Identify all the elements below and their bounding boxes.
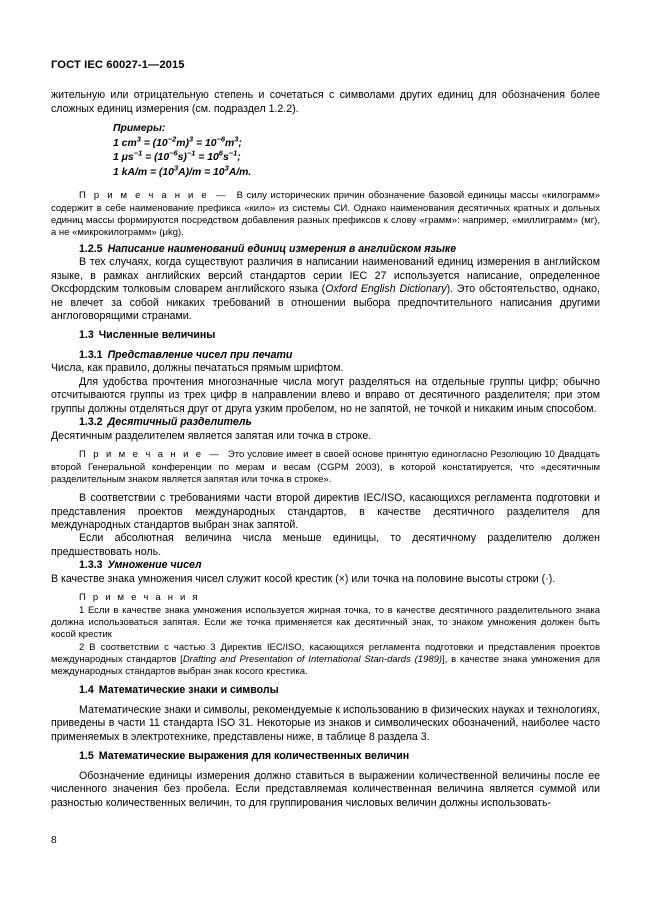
paragraph-part-b: ). Это обстоятельство, однако, не влечет за собой никаких требований в отношении выбора предпочтительного написания другими англоговорящими странами. xyxy=(51,283,600,322)
heading-title: Написание наименований единиц измерения в английском языке xyxy=(107,242,457,255)
paragraph-1-5: Обозначение единицы измерения должно ставиться в выражении количественной величины после ее численного значения без пробела. Если представляемая количественная величина является суммой или разностью количественных величин, то для группирования числовых величин должны использовать- xyxy=(51,769,600,809)
note-label: П р и м е ч а н и е xyxy=(79,449,204,461)
paragraph-1-4: Математические знаки и символы, рекомендуемые к использованию в физических науках и технологиях, приведены в части 11 стандарта ISO 31. Некоторые из знаков и символических обозначений, наиболее часто применяемых в электротехнике, представлены ниже, в таблице 8 раздела 3. xyxy=(51,703,600,743)
heading-number: 1.3.1 xyxy=(79,348,103,361)
heading-title: Умножение чисел xyxy=(107,559,202,572)
paragraph-intro: жительную или отрицательную степень и сочетаться с символами других единиц для обозначения более сложных единиц измерения (см. подраздел 1.2.2). xyxy=(51,89,600,115)
paragraph-1-3-3: В качестве знака умножения чисел служит косой крестик (×) или точка на половине высоты строки (·). xyxy=(51,572,556,585)
note-text: В силу исторических причин обозначение базовой единицы массы «килограмм» содержит в себе наименование префикса «кило» из системы СИ. Однако наименования десятичных кратных и дольных единиц массы формируются посредством добавления разных префиксов к слову «грамм»: например, «миллиграмм» (мг), а не «микрокилограмм» (μkg). xyxy=(51,190,601,239)
note-dash: — xyxy=(209,449,219,461)
note-decimal-separator xyxy=(51,449,600,486)
formula-line-1: 1 $cm^3 = (10^{-2}m)^3 = 10^{-6}m^3$; xyxy=(113,134,242,149)
heading-number: 1.5 xyxy=(79,750,94,763)
paragraph-1-2-5 xyxy=(51,256,600,323)
notes-title: П р и м е ч а н и я xyxy=(79,592,200,604)
heading-1-3 xyxy=(51,329,600,343)
formula-line-3: 1 $kA/m = (10^3A)/m = 10^3A/m$. xyxy=(113,163,252,178)
heading-title: Численные величины xyxy=(98,329,216,342)
paragraph-part-a: В тех случаях, когда существуют различия в написании наименований единиц измерения в английском языке, в рамках английских версий стандартов серии IEC 27 используется написание, определенное Оксфордским толковым словарем английского языка ( xyxy=(51,256,600,296)
examples-block xyxy=(51,122,600,180)
heading-number: 1.4 xyxy=(79,684,94,697)
heading-number: 1.2.5 xyxy=(79,242,103,255)
heading-1-5 xyxy=(51,750,600,764)
heading-number: 1.3.3 xyxy=(79,559,103,572)
paragraph-1-3-1-a: Числа, как правило, должны печататься прямым шрифтом. xyxy=(51,362,344,375)
examples-label: Примеры: xyxy=(113,123,166,135)
heading-title: Десятичный разделитель xyxy=(107,416,252,429)
heading-1-3-1 xyxy=(51,349,600,363)
note-text: Это условие имеет в своей основе принятую единогласно Резолюцию 10 Двадцать второй Генеральной конференции по мерам и весам (CGPM 2003), в которой констатируется, что «десятичным разделительным знаком является запятая или точка в строке». xyxy=(51,449,601,485)
heading-1-3-3 xyxy=(51,559,600,573)
heading-title: Математические знаки и символы xyxy=(98,684,279,697)
heading-1-3-2 xyxy=(51,416,600,430)
paragraph-1-3-1-b: Для удобства прочтения многозначные числа могут разделяться на отдельные группы цифр; обычно отсчитываются группы из трех цифр в направлении влево и вправо от десятичного разделителя; при этом группы должны отделяться друг от друга узким пробелом, но не запятой, не точкой и никаким иным способом. xyxy=(51,375,600,415)
paragraph-1-3-2-c: Если абсолютная величина числа меньше единицы, то десятичному разделителю должен предшествовать ноль. xyxy=(51,532,600,558)
heading-1-2-5 xyxy=(51,243,600,257)
formula-line-2: 1 $\mu s^{-1} = (10^{-6}s)^{-1} = 10^6s^{-1}$; xyxy=(113,148,241,164)
heading-number: 1.3.2 xyxy=(79,416,103,429)
note-item-2 xyxy=(51,642,600,679)
page-number: 8 xyxy=(51,835,57,846)
heading-title: Математические выражения для количественных величин xyxy=(98,750,410,763)
paragraph-italic-term: Oxford English Dictionary xyxy=(325,283,447,296)
note-item-2-part-b: ], в качестве знака умножения для международных стандартов выбран знак косого крестика. xyxy=(51,653,601,678)
paragraph-1-3-2-b: В соответствии с требованиями части второй директив IEC/ISO, касающихся регламента подготовки и представления проектов международных стандартов, в качестве десятичного разделителя для международных стандартов выбран знак запятой. xyxy=(51,492,600,531)
note-item-1: 1 Если в качестве знака умножения используется жирная точка, то в качестве десятичного разделительного знака должна использоваться запятая. Если же точка применяется как десятичный знак, то знаком умножения должен быть косой крестик xyxy=(51,604,600,641)
note-label: П р и м е ч а н и е xyxy=(79,190,209,202)
heading-1-4 xyxy=(51,684,600,698)
paragraph-1-3-2-a: Десятичным разделителем является запятая или точка в строке. xyxy=(51,429,372,442)
heading-number: 1.3 xyxy=(79,329,94,342)
page-content xyxy=(51,0,600,810)
note-kilogram xyxy=(51,190,600,239)
note-item-2-italic-title: Drafting and Presentation of International Stan-dards (1989) xyxy=(182,653,443,665)
note-dash: — xyxy=(216,190,226,202)
note-item-2-part-a: 2 В соответствии с частью 3 Директив IEC/ISO, касающихся регламента подготовки и представления проектов международных стандартов [ xyxy=(51,641,600,665)
document-header: ГОСТ IEC 60027-1—2015 xyxy=(51,59,185,71)
heading-title: Представление чисел при печати xyxy=(107,348,293,361)
